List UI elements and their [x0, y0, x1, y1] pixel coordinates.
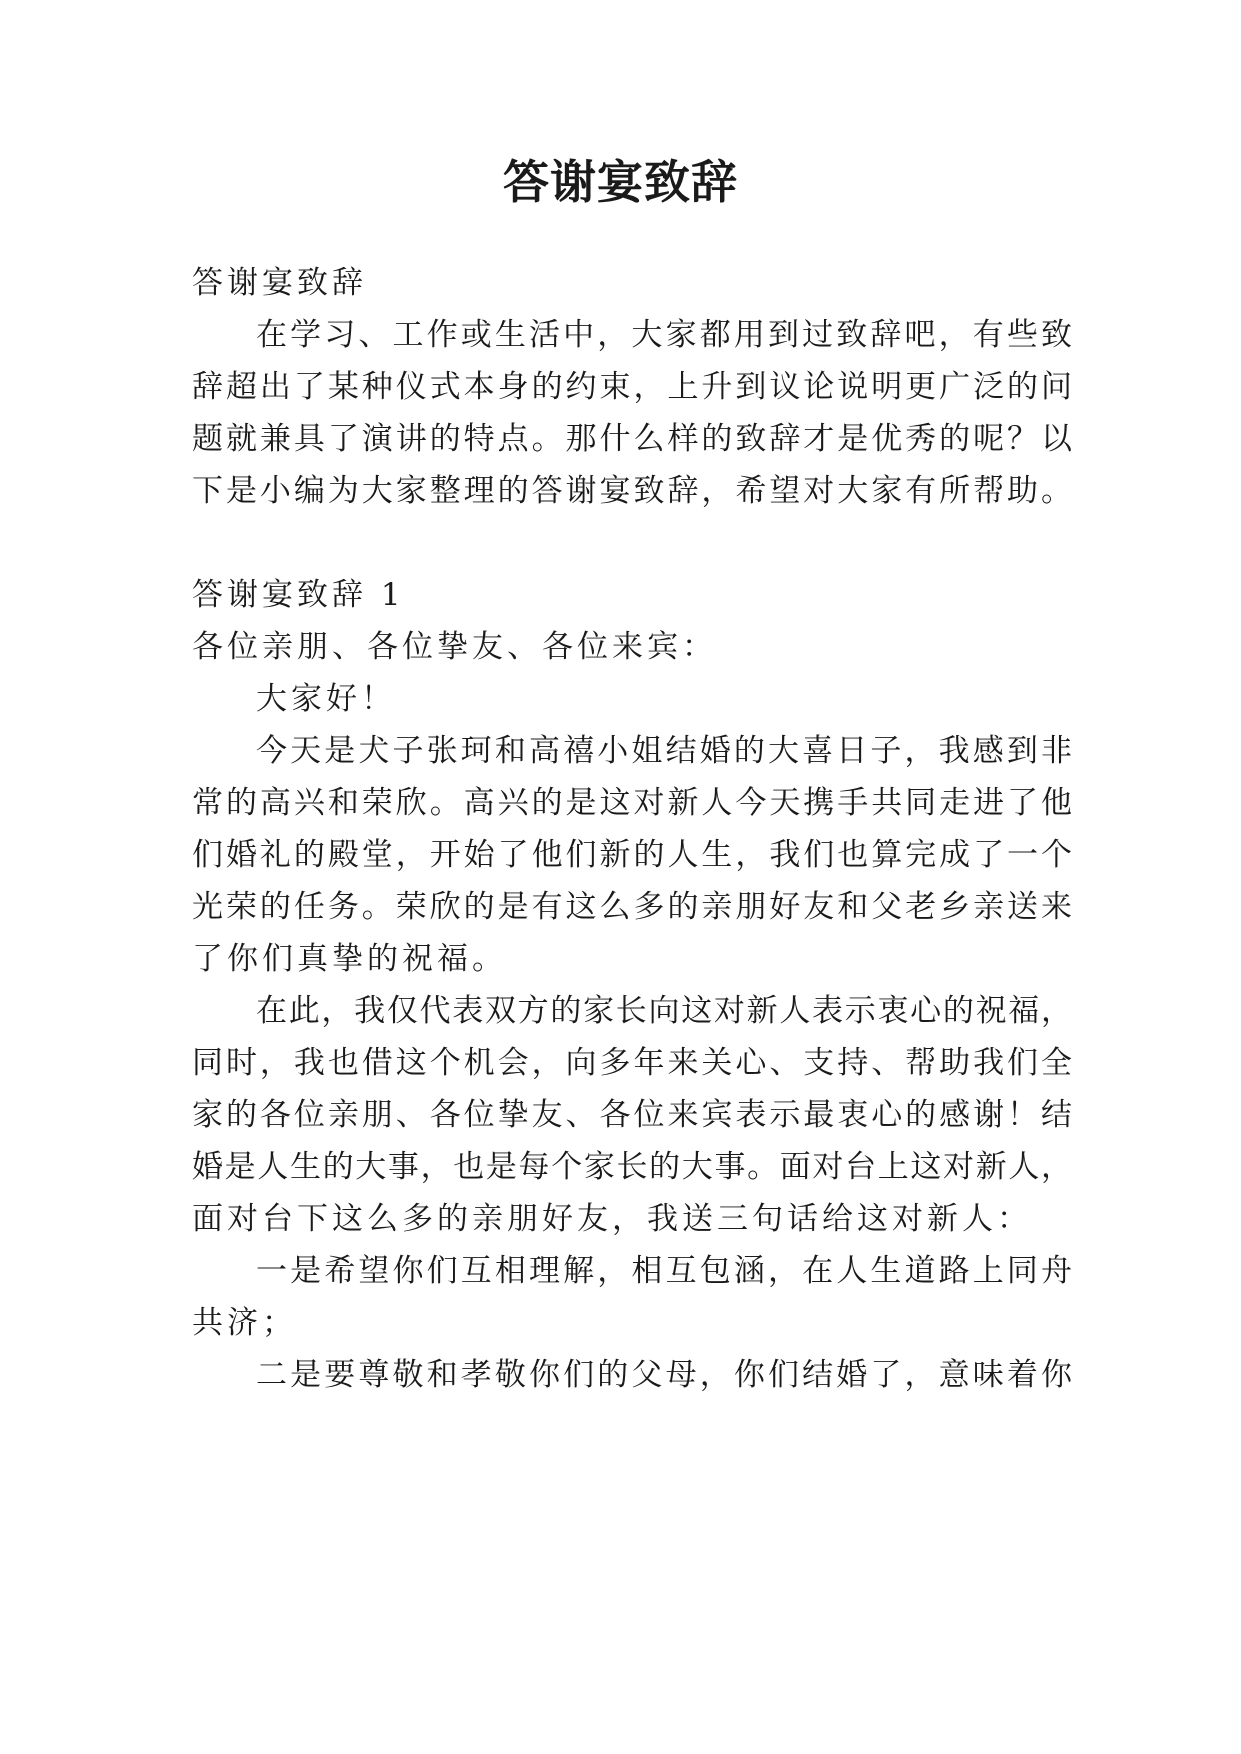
paragraph-line: 在此，我仅代表双方的家长向这对新人表示衷心的祝福， [256, 993, 1072, 1029]
greeting: 大家好！ [256, 681, 396, 717]
paragraph-line: 面对台下这么多的亲朋好友，我送三句话给这对新人： [192, 1201, 1032, 1237]
paragraph-line: 们婚礼的殿堂，开始了他们新的人生，我们也算完成了一个 [192, 837, 1072, 873]
paragraph-line: 常的高兴和荣欣。高兴的是这对新人今天携手共同走进了他 [192, 785, 1072, 821]
paragraph-line: 二是要尊敬和孝敬你们的父母，你们结婚了，意味着你 [256, 1357, 1072, 1393]
paragraph-line: 婚是人生的大事，也是每个家长的大事。面对台上这对新人， [192, 1149, 1072, 1185]
paragraph-line: 在学习、工作或生活中，大家都用到过致辞吧，有些致 [256, 317, 1072, 353]
paragraph-line: 一是希望你们互相理解，相互包涵，在人生道路上同舟 [256, 1253, 1072, 1289]
paragraph-line: 家的各位亲朋、各位挚友、各位来宾表示最衷心的感谢！结 [192, 1097, 1072, 1133]
section-heading: 答谢宴致辞 [192, 265, 367, 301]
paragraph-line: 题就兼具了演讲的特点。那什么样的致辞才是优秀的呢？以 [192, 421, 1072, 457]
paragraph-line: 今天是犬子张珂和高禧小姐结婚的大喜日子，我感到非 [256, 733, 1072, 769]
document-title: 答谢宴致辞 [503, 155, 738, 209]
paragraph-line: 了你们真挚的祝福。 [192, 941, 507, 977]
section-heading: 答谢宴致辞 1 [192, 577, 405, 613]
paragraph-line: 辞超出了某种仪式本身的约束，上升到议论说明更广泛的问 [192, 369, 1072, 405]
salutation: 各位亲朋、各位挚友、各位来宾： [192, 629, 717, 665]
paragraph-line: 共济； [192, 1305, 297, 1341]
paragraph-line: 下是小编为大家整理的答谢宴致辞，希望对大家有所帮助。 [192, 473, 1072, 509]
paragraph-line: 同时，我也借这个机会，向多年来关心、支持、帮助我们全 [192, 1045, 1072, 1081]
paragraph-line: 光荣的任务。荣欣的是有这么多的亲朋好友和父老乡亲送来 [192, 889, 1072, 925]
